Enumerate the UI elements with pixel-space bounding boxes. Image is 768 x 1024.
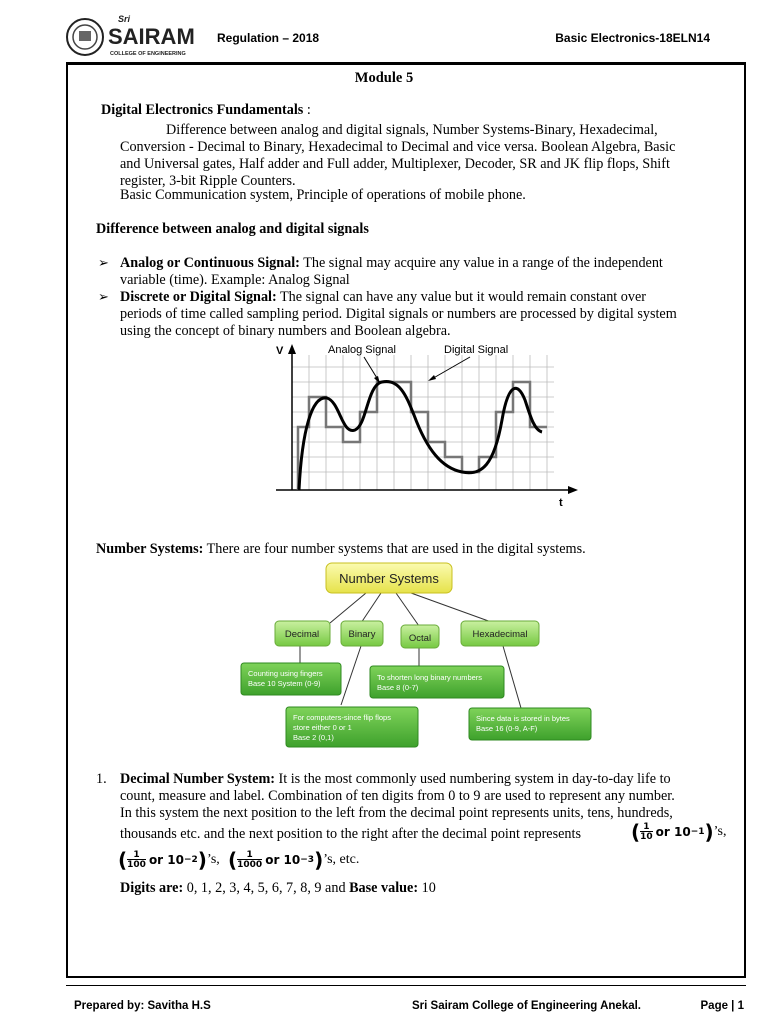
- digital-arrowhead-icon: [428, 375, 436, 381]
- svg-text:COLLEGE OF ENGINEERING: COLLEGE OF ENGINEERING: [110, 51, 186, 57]
- bullet-analog-line-1: Analog or Continuous Signal: The signal may acquire any value in a range of the independent: [120, 255, 663, 271]
- intro-line-4: register, 3-bit Ripple Counters.: [120, 173, 296, 189]
- bullet-digital-line-2: periods of time called sampling period. Digital signals or numbers are processed by digital system: [120, 306, 677, 322]
- section-heading-signals: Difference between analog and digital signals: [96, 221, 369, 237]
- footer-prepared-by: Prepared by: Savitha H.S: [74, 1000, 211, 1012]
- svg-text:Base 8 (0-7): Base 8 (0-7): [377, 683, 419, 692]
- bullet-digital-line-3: using the concept of binary numbers and Boolean algebra.: [120, 323, 451, 339]
- bullet-arrow-icon: ➢: [98, 289, 109, 304]
- intro-line-1: Difference between analog and digital signals, Number Systems-Binary, Hexadecimal,: [166, 122, 658, 138]
- svg-text:store either 0 or 1: store either 0 or 1: [293, 723, 352, 732]
- svg-text:Binary: Binary: [348, 629, 376, 640]
- y-axis-label: V: [276, 345, 284, 357]
- intro-heading-line: Digital Electronics Fundamentals :: [101, 102, 311, 118]
- svg-text:Counting using fingers: Counting using fingers: [248, 669, 323, 678]
- analog-signal-label: Analog Signal: [328, 344, 396, 356]
- svg-text:Hexadecimal: Hexadecimal: [472, 629, 528, 640]
- footer-page-number: Page | 1: [700, 1000, 744, 1012]
- svg-text:For computers-since flip flops: For computers-since flip flops: [293, 713, 391, 722]
- svg-text:Number Systems: Number Systems: [339, 571, 439, 586]
- page-header: [0, 0, 768, 62]
- intro-line-5: Basic Communication system, Principle of operations of mobile phone.: [120, 187, 526, 203]
- x-axis-arrow-icon: [568, 486, 578, 494]
- decimal-line-4: thousands etc. and the next position to the right after the decimal point represents: [120, 826, 581, 842]
- footer-college: Sri Sairam College of Engineering Anekal.: [412, 1000, 641, 1012]
- svg-text:Sri: Sri: [118, 14, 131, 24]
- number-systems-line: Number Systems: There are four number systems that are used in the digital systems.: [96, 541, 586, 557]
- y-axis-arrow-icon: [288, 344, 296, 354]
- svg-text:Since data is stored in bytes: Since data is stored in bytes: [476, 714, 570, 723]
- college-logo: [66, 14, 196, 58]
- bullet-digital-line-1: Discrete or Digital Signal: The signal can have any value but it would remain constant over: [120, 289, 646, 305]
- analog-signal-curve: [299, 381, 542, 490]
- decimal-list-number: 1.: [96, 771, 107, 787]
- decimal-line-1: Decimal Number System: It is the most commonly used numbering system in day-to-day life to: [120, 771, 671, 787]
- decimal-line-2: count, measure and label. Combination of ten digits from 0 to 9 are used to represent any number.: [120, 788, 675, 804]
- digital-pointer: [430, 357, 470, 380]
- footer-rule: [66, 985, 746, 986]
- module-title: Module 5: [354, 70, 414, 86]
- svg-text:Base 16 (0-9, A-F): Base 16 (0-9, A-F): [476, 724, 538, 733]
- fraction-hundredth: ($\frac{1}{100}$ or 10−2)’s,: [118, 848, 220, 872]
- digits-line: Digits are: 0, 1, 2, 3, 4, 5, 6, 7, 8, 9 and Base value: 10: [120, 880, 436, 896]
- note-octal: [370, 666, 504, 698]
- fraction-tenth: ($\frac{1}{10}$ or 10−1)’s,: [631, 820, 727, 844]
- intro-line-3: and Universal gates, Half adder and Full adder, Multiplexer, Decoder, SR and JK flip flops, Shift: [120, 156, 670, 172]
- number-systems-diagram: [236, 560, 596, 750]
- svg-text:Octal: Octal: [408, 633, 432, 644]
- regulation-text: Regulation – 2018: [217, 31, 320, 45]
- intro-heading: Digital Electronics Fundamentals: [101, 102, 304, 118]
- digital-signal-label: Digital Signal: [444, 344, 509, 356]
- decimal-line-3: In this system the next position to the left from the decimal point represents units, tens, hundreds,: [120, 805, 673, 821]
- fraction-thousandth: ($\frac{1}{1000}$ or 10−3)’s, etc.: [228, 848, 360, 872]
- svg-text:Base 2 (0,1): Base 2 (0,1): [293, 733, 334, 742]
- signal-grid: [292, 355, 554, 490]
- svg-text:Decimal: Decimal: [284, 629, 320, 640]
- intro-line-2: Conversion - Decimal to Binary, Hexadecimal to Decimal and vice versa. Boolean Algebra, Basic: [120, 139, 676, 155]
- signal-figure: [272, 340, 582, 512]
- bullet-arrow-icon: ➢: [98, 255, 109, 270]
- course-code: Basic Electronics-18ELN14: [555, 31, 710, 45]
- x-axis-label: t: [559, 497, 563, 509]
- svg-text:To shorten long binary numbers: To shorten long binary numbers: [377, 673, 483, 682]
- svg-text:Base 10 System (0-9): Base 10 System (0-9): [248, 679, 321, 688]
- bullet-analog-line-2: variable (time). Example: Analog Signal: [120, 272, 350, 288]
- svg-text:SAIRAM: SAIRAM: [108, 24, 195, 49]
